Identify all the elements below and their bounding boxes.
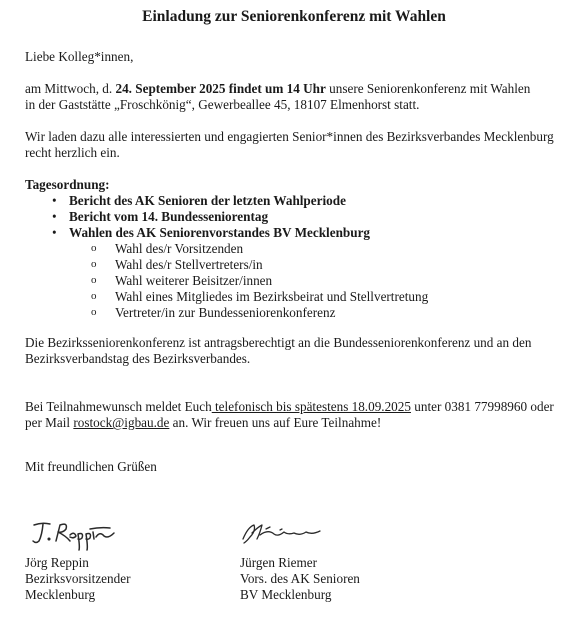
signatory-org: BV Mecklenburg	[240, 587, 332, 602]
invite-line-2: recht herzlich ein.	[25, 145, 120, 160]
agenda-list	[25, 193, 580, 241]
agenda-subitem: o Wahl des/r Vorsitzenden	[25, 241, 580, 257]
intro-line-2: in der Gaststätte „Froschkönig“, Gewerbeallee 45, 18107 Elmenhorst statt.	[25, 97, 420, 112]
agenda-subitem: o Wahl eines Mitgliedes im Bezirksbeirat und Stellvertretung	[25, 289, 580, 305]
registration-line-2: per Mail rostock@igbau.de an. Wir freuen uns auf Eure Teilnahme!	[25, 415, 382, 430]
agenda-heading: Tagesordnung:	[25, 177, 110, 192]
invite-paragraph	[25, 129, 580, 161]
signatory-1	[25, 555, 130, 603]
signatory-org: Mecklenburg	[25, 587, 96, 602]
agenda-item: • Bericht des AK Senioren der letzten Wahlperiode	[25, 193, 580, 209]
signatory-role: Bezirksvorsitzender	[25, 571, 131, 586]
signatory-name: Jürgen Riemer	[240, 555, 318, 570]
intro-paragraph	[25, 81, 580, 113]
agenda-subitem: o Vertreter/in zur Bundesseniorenkonferenz	[25, 305, 580, 321]
agenda-item: • Wahlen des AK Seniorenvorstandes BV Mecklenburg	[25, 225, 580, 241]
agenda-subitem: o Wahl des/r Stellvertreters/in	[25, 257, 580, 273]
event-date: 24. September 2025 findet um 14 Uhr	[115, 81, 326, 96]
letter-title: Einladung zur Seniorenkonferenz mit Wahlen	[142, 8, 446, 25]
agenda	[25, 177, 580, 321]
greeting: Liebe Kolleg*innen,	[25, 49, 134, 64]
registration-line-1: Bei Teilnahmewunsch meldet Euch telefonisch bis spätestens 18.09.2025 unter 0381 77998960 oder	[25, 399, 554, 414]
rights-line-2: Bezirksverbandstag des Bezirksverbandes.	[25, 351, 251, 366]
signature-riemer	[240, 521, 330, 547]
rights-paragraph	[25, 335, 580, 367]
agenda-item: • Bericht vom 14. Bundesseniorentag	[25, 209, 580, 225]
intro-line-1: am Mittwoch, d. 24. September 2025 findet um 14 Uhr unsere Seniorenkonferenz mit Wahlen	[25, 81, 531, 96]
signatory-role: Vors. des AK Senioren	[240, 571, 360, 586]
signatory-name: Jörg Reppin	[25, 555, 89, 570]
agenda-subitem: o Wahl weiterer Beisitzer/innen	[25, 273, 580, 289]
signature-reppin	[30, 517, 120, 551]
registration-deadline: telefonisch bis spätestens 18.09.2025	[211, 399, 411, 414]
closing: Mit freundlichen Grüßen	[25, 459, 157, 474]
registration-paragraph	[25, 399, 580, 431]
signatory-2	[240, 555, 360, 603]
election-sublist	[25, 241, 580, 321]
rights-line-1: Die Bezirksseniorenkonferenz ist antragsberechtigt an die Bundesseniorenkonferenz und an den	[25, 335, 532, 350]
invite-line-1: Wir laden dazu alle interessierten und engagierten Senior*innen des Bezirksverbandes Mecklenburg	[25, 129, 554, 144]
email-link[interactable]: rostock@igbau.de	[73, 415, 170, 430]
